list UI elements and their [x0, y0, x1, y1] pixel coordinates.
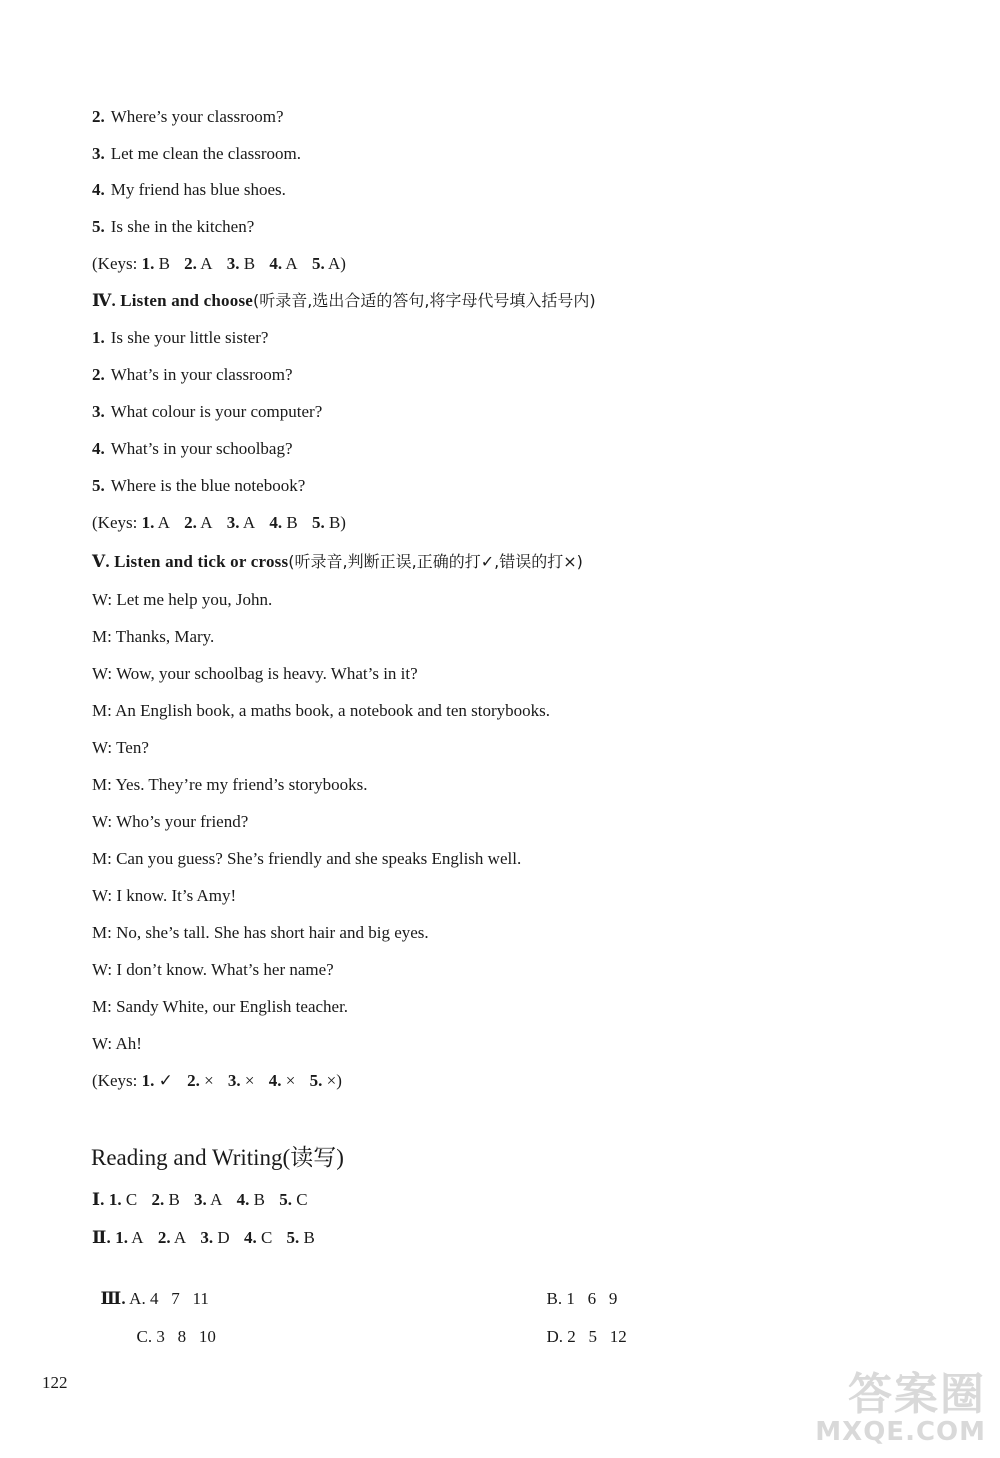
dialogue-line: W: Let me help you, John. — [92, 590, 273, 609]
question-line: 4. What’s in your schoolbag? — [92, 439, 293, 458]
answer-row: Ⅰ. 1. C 2. B 3. A 4. B 5. C — [92, 1190, 308, 1209]
watermark-url: MXQE.COM — [815, 1417, 986, 1447]
section-heading: Ⅳ. Listen and choose(听录音,选出合适的答句,将字母代号填入括号内) — [92, 291, 596, 310]
dialogue-line: M: An English book, a maths book, a notebook and ten storybooks. — [92, 701, 551, 720]
answer-group: C. 3 8 10 — [136, 1327, 216, 1346]
question-line: 4. My friend has blue shoes. — [92, 180, 286, 199]
question-line: 3. Let me clean the classroom. — [92, 144, 301, 163]
dialogue-line: M: Sandy White, our English teacher. — [92, 997, 349, 1016]
section-heading: Ⅴ. Listen and tick or cross(听录音,判断正误,正确的打✓,错误的打×) — [92, 552, 583, 571]
watermark-text: 答案圈 — [848, 1369, 986, 1420]
answer-row: Ⅱ. 1. A 2. A 3. D 4. C 5. B — [92, 1228, 315, 1247]
question-line: 2. What’s in your classroom? — [92, 365, 293, 384]
dialogue-line: M: Thanks, Mary. — [92, 627, 215, 646]
section-title: Reading and Writing(读写) — [91, 1145, 344, 1170]
answer-keys: (Keys: 1. A 2. A 3. A 4. B 5. B) — [92, 513, 346, 532]
dialogue-line: W: Wow, your schoolbag is heavy. What’s in it? — [92, 664, 418, 683]
dialogue-line: W: I don’t know. What’s her name? — [92, 960, 334, 979]
answer-group: D. 2 5 12 — [546, 1327, 627, 1346]
dialogue-line: M: Yes. They’re my friend’s storybooks. — [92, 775, 368, 794]
question-line: 5. Where is the blue notebook? — [92, 476, 306, 495]
question-line: 1. Is she your little sister? — [92, 328, 269, 347]
answer-keys: (Keys: 1. ✓ 2. × 3. × 4. × 5. ×) — [92, 1071, 342, 1090]
question-line: 5. Is she in the kitchen? — [92, 217, 255, 236]
question-line: 2. Where’s your classroom? — [92, 107, 284, 126]
dialogue-line: W: I know. It’s Amy! — [92, 886, 237, 905]
dialogue-line: M: Can you guess? She’s friendly and she speaks English well. — [92, 849, 522, 868]
dialogue-line: W: Who’s your friend? — [92, 812, 249, 831]
watermark-logo — [815, 1369, 986, 1447]
page-number: 122 — [42, 1373, 68, 1392]
answer-keys: (Keys: 1. B 2. A 3. B 4. A 5. A) — [92, 254, 346, 273]
answer-row: Ⅲ. A. 4 7 11 — [100, 1289, 209, 1308]
answer-group: B. 1 6 9 — [546, 1289, 618, 1308]
dialogue-line: M: No, she’s tall. She has short hair and big eyes. — [92, 923, 429, 942]
question-line: 3. What colour is your computer? — [92, 402, 323, 421]
dialogue-line: W: Ah! — [92, 1034, 142, 1053]
dialogue-line: W: Ten? — [92, 738, 149, 757]
